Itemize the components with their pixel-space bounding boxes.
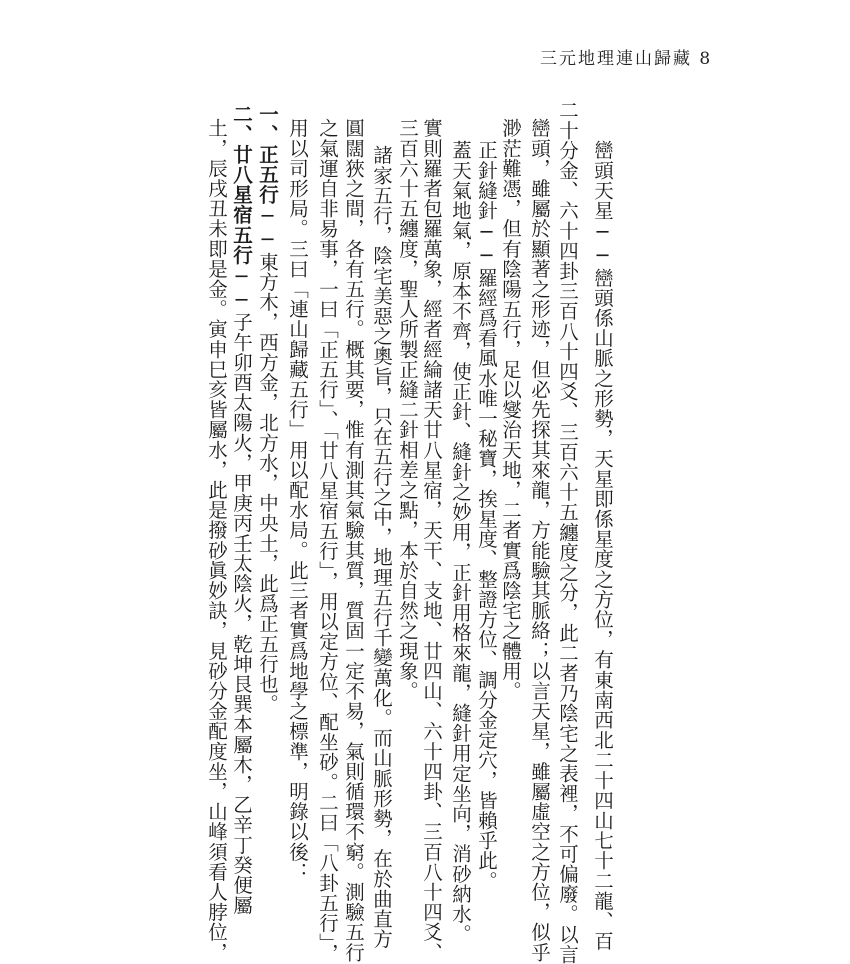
text-column: 諸家五行，陰宅美惡之奧旨，只在五行之中，地理五行千變萬化。而山脈形勢，在於曲直方 <box>370 145 393 949</box>
text-column: 巒頭，雖屬於顯著之形迹，但必先探其來龍，方能驗其脈絡；以言天星，雖屬虛空之方位，似乎 <box>528 118 551 963</box>
running-header <box>540 44 712 69</box>
page-number: 8 <box>699 49 713 69</box>
text-column: 二十分金、六十四卦三百八十四爻、三百六十五纏度之分，此二者乃陰宅之表裡，不可偏廢。以言 <box>556 100 579 964</box>
text-column: 實則羅者包羅萬象，經者經綸諸天廿八星宿，天干、支地、廿四山、六十四卦、三百八十四爻、 <box>420 118 443 963</box>
text-column: 用以司形局。三曰「連山歸藏五行」用以配水局。此三者實爲地學之標準，明錄以後： <box>286 118 309 882</box>
section-column <box>229 104 253 915</box>
text-column: 之氣運自非易事，一曰「正五行」、「廿八星宿五行」，用以定方位、配坐砂。二曰「八卦五行」， <box>316 118 339 964</box>
text-column: 正針縫針──羅經爲看風水唯一秘寶，挨星度、整證方位、調分金定穴，皆賴乎此。 <box>475 140 498 891</box>
text-column: 渺茫難憑，但有陰陽五行，足以燮治天地，二者實爲陰宅之體用。 <box>499 118 522 701</box>
text-column: 圓闊狹之間，各有五行。概其要，惟有測其氣驗其質，質固一定不易，氣則循環不窮。測驗五行 <box>342 118 365 963</box>
section-heading: 一、正五行 <box>256 104 279 205</box>
text-column: 三百六十五纏度，聖人所製正縫二針相差之點，本於自然之現象。 <box>396 118 419 701</box>
continuation-column: 土，辰戌丑未即是金。寅申巳亥皆屬水，此是撥砂眞妙訣，見砂分金配度坐，山峰須看人脖位， <box>205 118 228 963</box>
section-column <box>255 104 279 714</box>
text-column: 蓋天氣地氣，原本不齊，使正針、縫針之妙用，正針用格來龍，縫針用定坐向，消砂納水。 <box>449 140 472 944</box>
text-column: 巒頭天星──巒頭係山脈之形勢，天星即係星度之方位，有東南西北二十四山七十二龍、百 <box>591 140 614 951</box>
section-body: ──東方木，西方金，北方水，中央土，此爲正五行也。 <box>256 204 279 714</box>
section-heading: 二、廿八星宿五行 <box>230 104 253 265</box>
section-body: ──子午卯酉太陽火，甲庚丙壬太陰火，乾坤艮巽本屬木，乙辛丁癸便屬 <box>230 264 253 916</box>
book-title: 三元地理連山歸藏 <box>540 49 692 69</box>
